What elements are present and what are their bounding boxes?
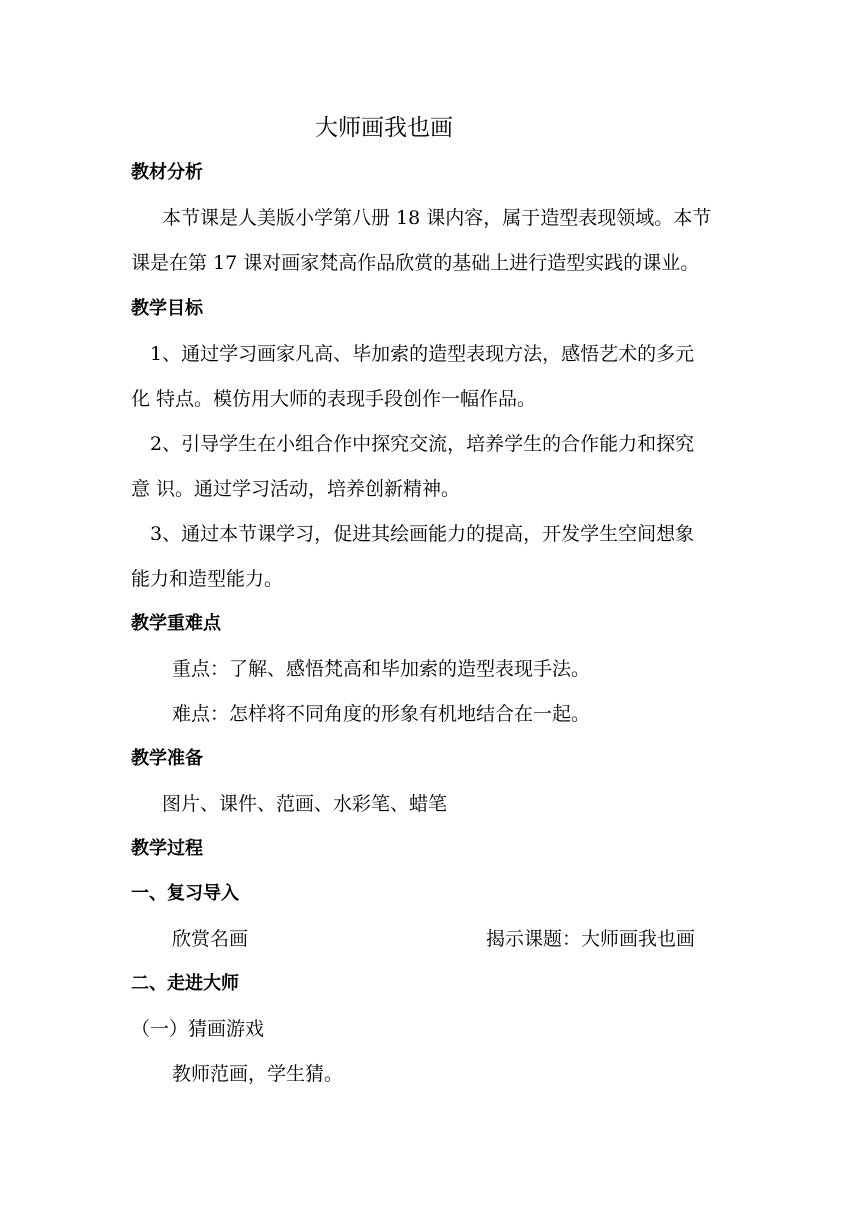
section-heading-analysis: 教材分析 <box>131 162 203 183</box>
paragraph: 教师范画，学生猜。 <box>172 1063 344 1085</box>
key-point: 重点：了解、感悟梵高和毕加索的造型表现手法。 <box>172 658 591 680</box>
review-right: 揭示课题：大师画我也画 <box>486 928 696 950</box>
section-heading-review: 一、复习导入 <box>131 883 239 904</box>
section-heading-preparation: 教学准备 <box>131 748 203 769</box>
section-heading-process: 教学过程 <box>131 838 203 859</box>
paragraph: 课是在第 17 课对画家梵高作品欣赏的基础上进行造型实践的课业。 <box>131 252 700 274</box>
goal-1-line-2: 化 特点。模仿用大师的表现手段创作一幅作品。 <box>131 388 537 410</box>
paragraph: 本节课是人美版小学第八册 18 课内容，属于造型表现领域。本节 <box>162 207 712 229</box>
preparation-items: 图片、课件、范画、水彩笔、蜡笔 <box>162 793 448 815</box>
subsection-heading: （一）猜画游戏 <box>131 1018 265 1040</box>
goal-3-line-2: 能力和造型能力。 <box>131 568 284 590</box>
goal-2-line-1: 2、引导学生在小组合作中探究交流，培养学生的合作能力和探究 <box>150 433 695 455</box>
section-heading-key-points: 教学重难点 <box>131 613 221 634</box>
section-heading-goals: 教学目标 <box>131 298 203 319</box>
page-title: 大师画我也画 <box>315 115 453 141</box>
section-heading-master: 二、走进大师 <box>131 973 239 994</box>
goal-1-line-1: 1、通过学习画家凡高、毕加索的造型表现方法，感悟艺术的多元 <box>150 343 695 365</box>
review-left: 欣赏名画 <box>172 928 249 950</box>
goal-2-line-2: 意 识。通过学习活动，培养创新精神。 <box>131 478 461 500</box>
difficulty-point: 难点：怎样将不同角度的形象有机地结合在一起。 <box>172 703 591 725</box>
goal-3-line-1: 3、通过本节课学习，促进其绘画能力的提高，开发学生空间想象 <box>150 523 695 545</box>
